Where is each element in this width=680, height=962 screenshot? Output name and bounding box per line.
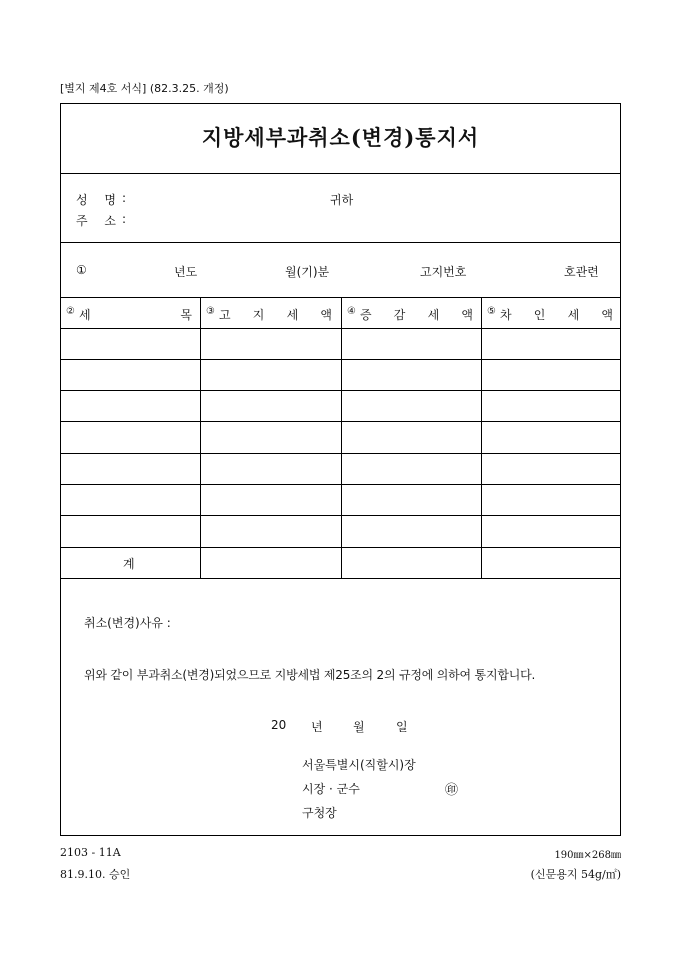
period-number: ① <box>76 263 87 277</box>
name-colon: : <box>122 191 127 205</box>
form-reference: [별지 제4호 서식] (82.3.25. 개정) <box>60 82 229 95</box>
table-column-line <box>200 297 201 578</box>
paper-type: (신문용지 54g/㎡) <box>530 868 621 881</box>
approval-date: 81.9.10. 승인 <box>60 868 131 881</box>
form-code: 2103 - 11A <box>60 846 121 859</box>
paper-size: 190㎜×268㎜ <box>554 850 621 861</box>
reason-label: 취소(변경)사유 : <box>84 616 171 630</box>
header-notice-amount: ③ 고 지 세 액 <box>206 306 332 322</box>
issuer-mayor: 시장 · 군수 <box>302 782 360 796</box>
notice-statement: 위와 같이 부과취소(변경)되었으므로 지방세법 제25조의 2의 규정에 의하여 통지합니다. <box>84 668 536 682</box>
date-century: 20 <box>271 718 287 732</box>
seal-mark: ㊞ <box>445 783 459 798</box>
divider-recipient <box>60 242 621 243</box>
date-year: 년 <box>311 720 323 734</box>
address-label: 주 소 <box>76 214 116 228</box>
header-tax-item: ② 세 목 <box>66 306 192 322</box>
table-bottom-line <box>60 578 621 579</box>
related-label: 호관련 <box>564 265 599 279</box>
date-month: 월 <box>353 720 365 734</box>
honorific: 귀하 <box>330 193 354 207</box>
table-column-line <box>481 297 482 578</box>
notice-number-label: 고지번호 <box>420 265 467 279</box>
issuer-city: 서울특별시(직할시)장 <box>302 758 416 772</box>
document-title: 지방세부과취소(변경)통지서 <box>201 125 480 150</box>
divider-title <box>60 173 621 174</box>
table-column-line <box>341 297 342 578</box>
month-period-label: 월(기)분 <box>285 265 330 279</box>
address-colon: : <box>122 212 127 226</box>
name-label: 성 명 <box>76 193 116 207</box>
header-change-amount: ④ 증 감 세 액 <box>347 306 473 322</box>
date-day: 일 <box>396 720 408 734</box>
year-label: 년도 <box>174 265 198 279</box>
total-label: 계 <box>123 557 135 571</box>
header-difference-amount: ⑤ 차 인 세 액 <box>487 306 613 322</box>
issuer-district: 구청장 <box>302 806 337 820</box>
